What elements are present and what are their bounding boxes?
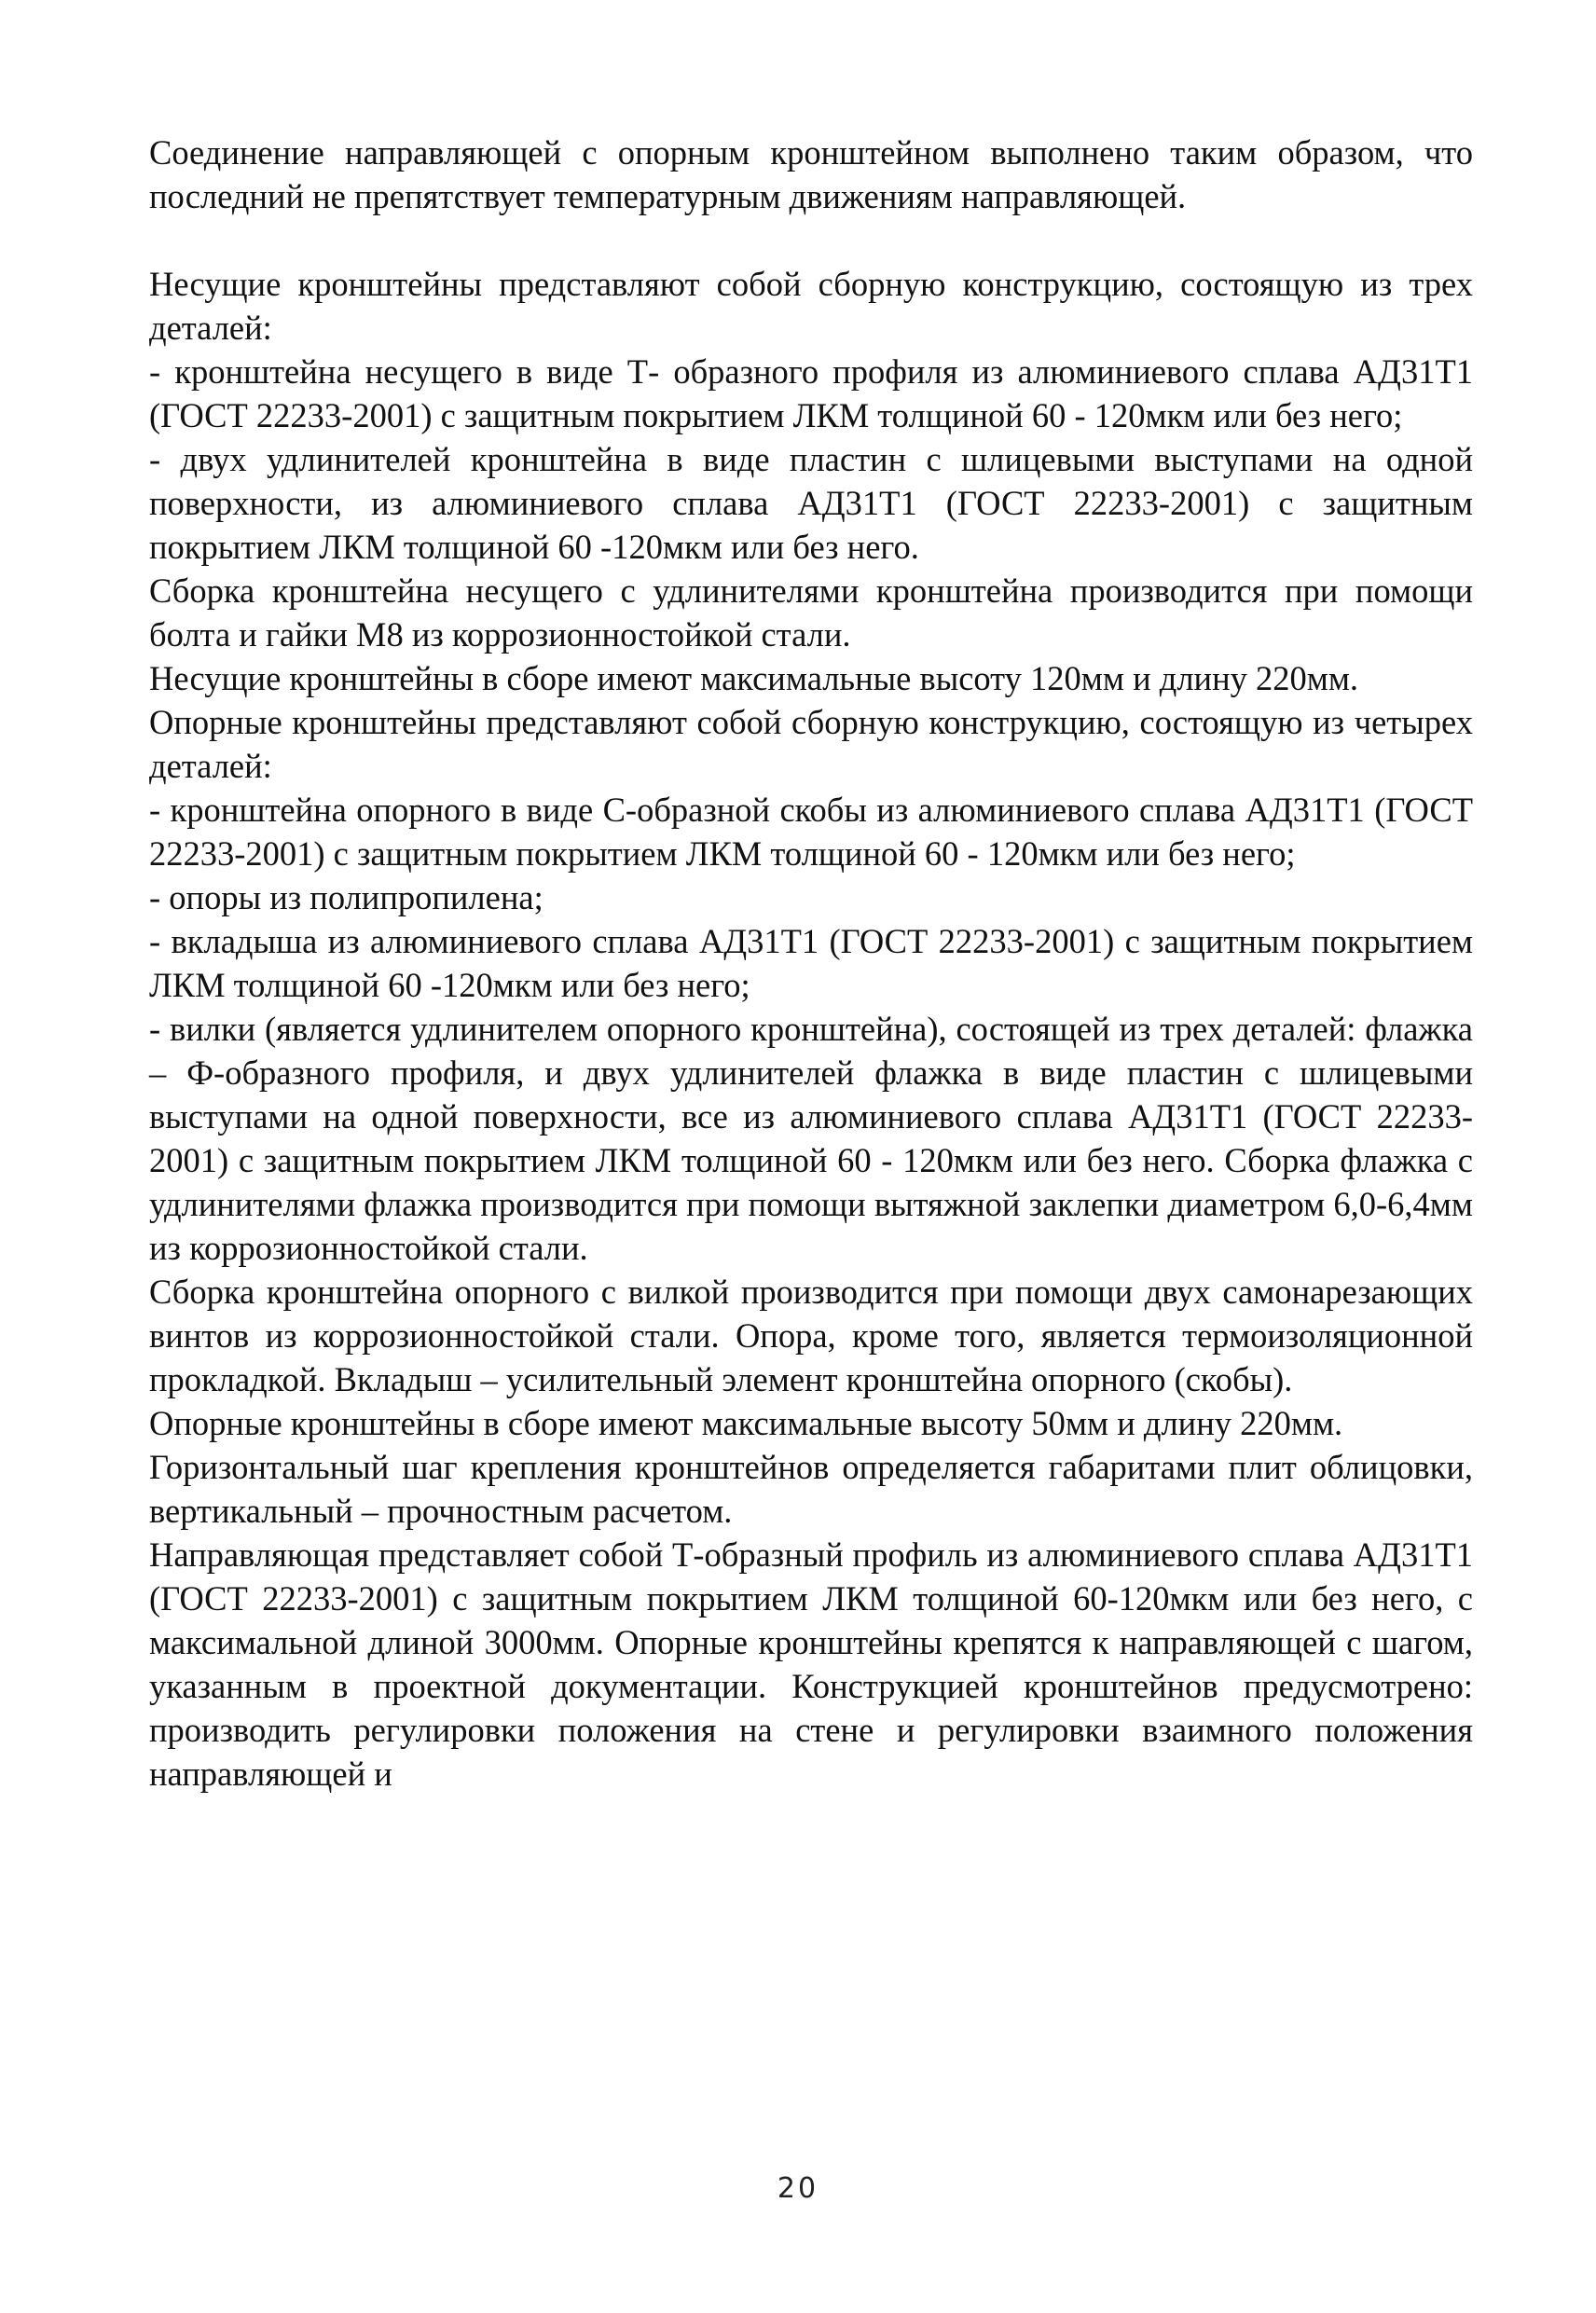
paragraph-bearing-brackets-intro: Несущие кронштейны представляют собой сборную конструкцию, состоящую из трех деталей: <box>149 265 1473 347</box>
page-number: 20 <box>777 2172 819 2205</box>
list-item-bracket-extenders: - двух удлинителей кронштейна в виде пластин с шлицевыми выступами на одной поверхности, из алюминиевого сплава АД31Т1 (ГОСТ 22233-2001) с защитным покрытием ЛКМ толщиной 60 -120мкм или без него. <box>149 440 1473 566</box>
paragraph-bearing-assembly: Сборка кронштейна несущего с удлинителями кронштейна производится при помощи болта и гайки М8 из коррозионностойкой стали. <box>149 571 1473 654</box>
body-text <box>149 131 1473 1796</box>
paragraph-joint-connection: Соединение направляющей с опорным кронштейном выполнено таким образом, что последний не препятствует температурным движениям направляющей. <box>149 133 1473 215</box>
list-item-support-bracket: - кронштейна опорного в виде С-образной скобы из алюминиевого сплава АД31Т1 (ГОСТ 22233-2001) с защитным покрытием ЛКМ толщиной 60 - 120мкм или без него; <box>149 791 1473 873</box>
paragraph-support-dimensions: Опорные кронштейны в сборе имеют максимальные высоту 50мм и длину 220мм. <box>149 1404 1343 1442</box>
list-item-insert: - вкладыша из алюминиевого сплава АД31Т1 (ГОСТ 22233-2001) с защитным покрытием ЛКМ толщиной 60 -120мкм или без него; <box>149 922 1473 1004</box>
list-item-fork: - вилки (является удлинителем опорного кронштейна), состоящей из трех деталей: флажка – Ф-образного профиля, и двух удлинителей флажка в виде пластин с шлицевыми выступами на одной поверхности, все из алюминиевого сплава АД31Т1 (ГОСТ 22233-2001) с защитным покрытием ЛКМ толщиной 60 - 120мкм или без него. Сборка флажка с удлинителями флажка производится при помощи вытяжной заклепки диаметром 6,0-6,4мм из коррозионностойкой стали. <box>149 1010 1473 1267</box>
paragraph-support-assembly: Сборка кронштейна опорного с вилкой производится при помощи двух самонарезающих винтов из коррозионностойкой стали. Опора, кроме того, является термоизоляционной прокладкой. Вкладыш – усилительный элемент кронштейна опорного (скобы). <box>149 1273 1473 1398</box>
list-item-bearing-bracket: - кронштейна несущего в виде Т- образного профиля из алюминиевого сплава АД31Т1 (ГОСТ 22233-2001) с защитным покрытием ЛКМ толщиной 60 - 120мкм или без него; <box>149 352 1473 434</box>
paragraph-bearing-dimensions: Несущие кронштейны в сборе имеют максимальные высоту 120мм и длину 220мм. <box>149 659 1359 697</box>
list-item-support-pad: - опоры из полипропилена; <box>149 878 543 916</box>
paragraph-fastening-pitch: Горизонтальный шаг крепления кронштейнов определяется габаритами плит облицовки, вертикальный – прочностным расчетом. <box>149 1448 1473 1530</box>
paragraph-support-brackets-intro: Опорные кронштейны представляют собой сборную конструкцию, состоящую из четырех деталей: <box>149 703 1473 785</box>
paragraph-guide-profile: Направляющая представляет собой Т-образный профиль из алюминиевого сплава АД31Т1 (ГОСТ 22233-2001) с защитным покрытием ЛКМ толщиной 60-120мкм или без него, с максимальной длиной 3000мм. Опорные кронштейны крепятся к направляющей с шагом, указанным в проектной документации. Конструкцией кронштейнов предусмотрено: производить регулировки положения на стене и регулировки взаимного положения направляющей и <box>149 1535 1473 1793</box>
